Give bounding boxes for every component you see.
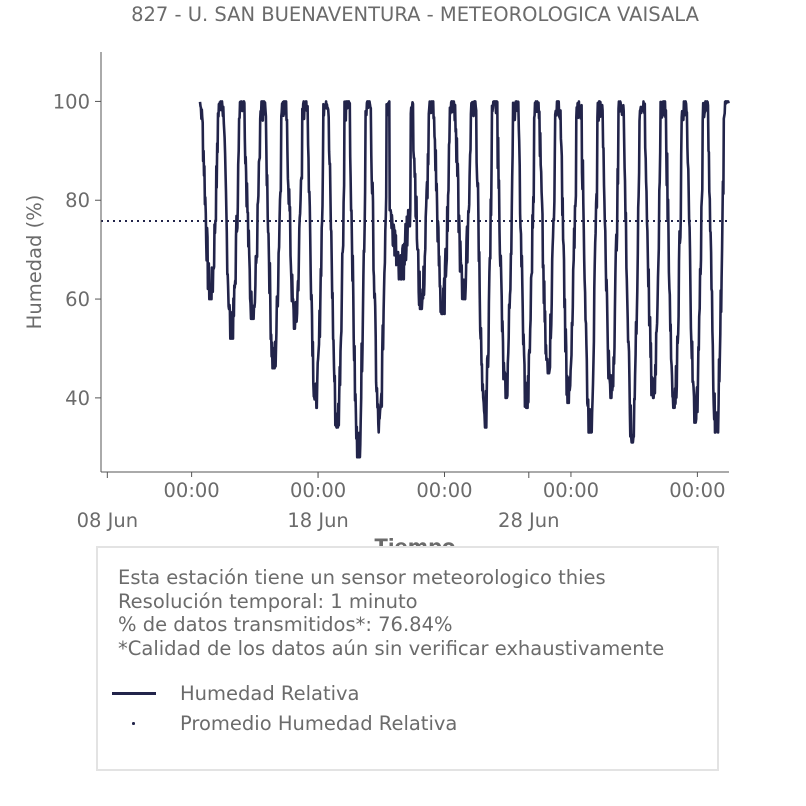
x-minor-tick-label: 00:00 bbox=[542, 479, 600, 502]
y-tick-label: 60 bbox=[65, 288, 90, 312]
legend-item-humidity bbox=[110, 681, 360, 705]
y-tick-label: 40 bbox=[65, 386, 90, 410]
y-tick-label: 100 bbox=[52, 90, 90, 114]
x-minor-tick-label: 00:00 bbox=[289, 479, 347, 502]
x-major-tick-label: 28 Jun bbox=[498, 509, 560, 532]
x-minor-tick-label: 00:00 bbox=[416, 479, 473, 502]
y-axis-label: Humedad (%) bbox=[23, 194, 46, 330]
legend-dot-swatch bbox=[110, 711, 156, 735]
x-major-tick-label: 08 Jun bbox=[76, 509, 139, 532]
legend-label-humidity: Humedad Relativa bbox=[180, 681, 360, 705]
info-sensor-line: Esta estación tiene un sensor meteorologico thies bbox=[118, 566, 606, 589]
plot-area bbox=[101, 101, 729, 457]
legend-item-mean bbox=[110, 711, 457, 735]
info-quality-line: *Calidad de los datos aún sin verificar exhaustivamente bbox=[118, 636, 665, 660]
x-minor-tick-label: 00:00 bbox=[669, 479, 726, 502]
legend-label-mean: Promedio Humedad Relativa bbox=[180, 711, 458, 735]
info-panel bbox=[96, 546, 719, 771]
info-transmitted-line: % de datos transmitidos*: 76.84% bbox=[118, 613, 453, 636]
info-text bbox=[118, 566, 664, 660]
humidity-series-line bbox=[200, 101, 729, 457]
chart-title: 827 - U. SAN BUENAVENTURA - METEOROLOGICA VAISALA bbox=[131, 3, 699, 26]
info-resolution-line: Resolución temporal: 1 minuto bbox=[118, 589, 418, 613]
y-tick-label: 80 bbox=[65, 189, 90, 213]
x-major-tick-label: 18 Jun bbox=[287, 509, 349, 532]
x-minor-tick-label: 00:00 bbox=[163, 479, 220, 502]
legend-line-swatch bbox=[110, 681, 156, 705]
